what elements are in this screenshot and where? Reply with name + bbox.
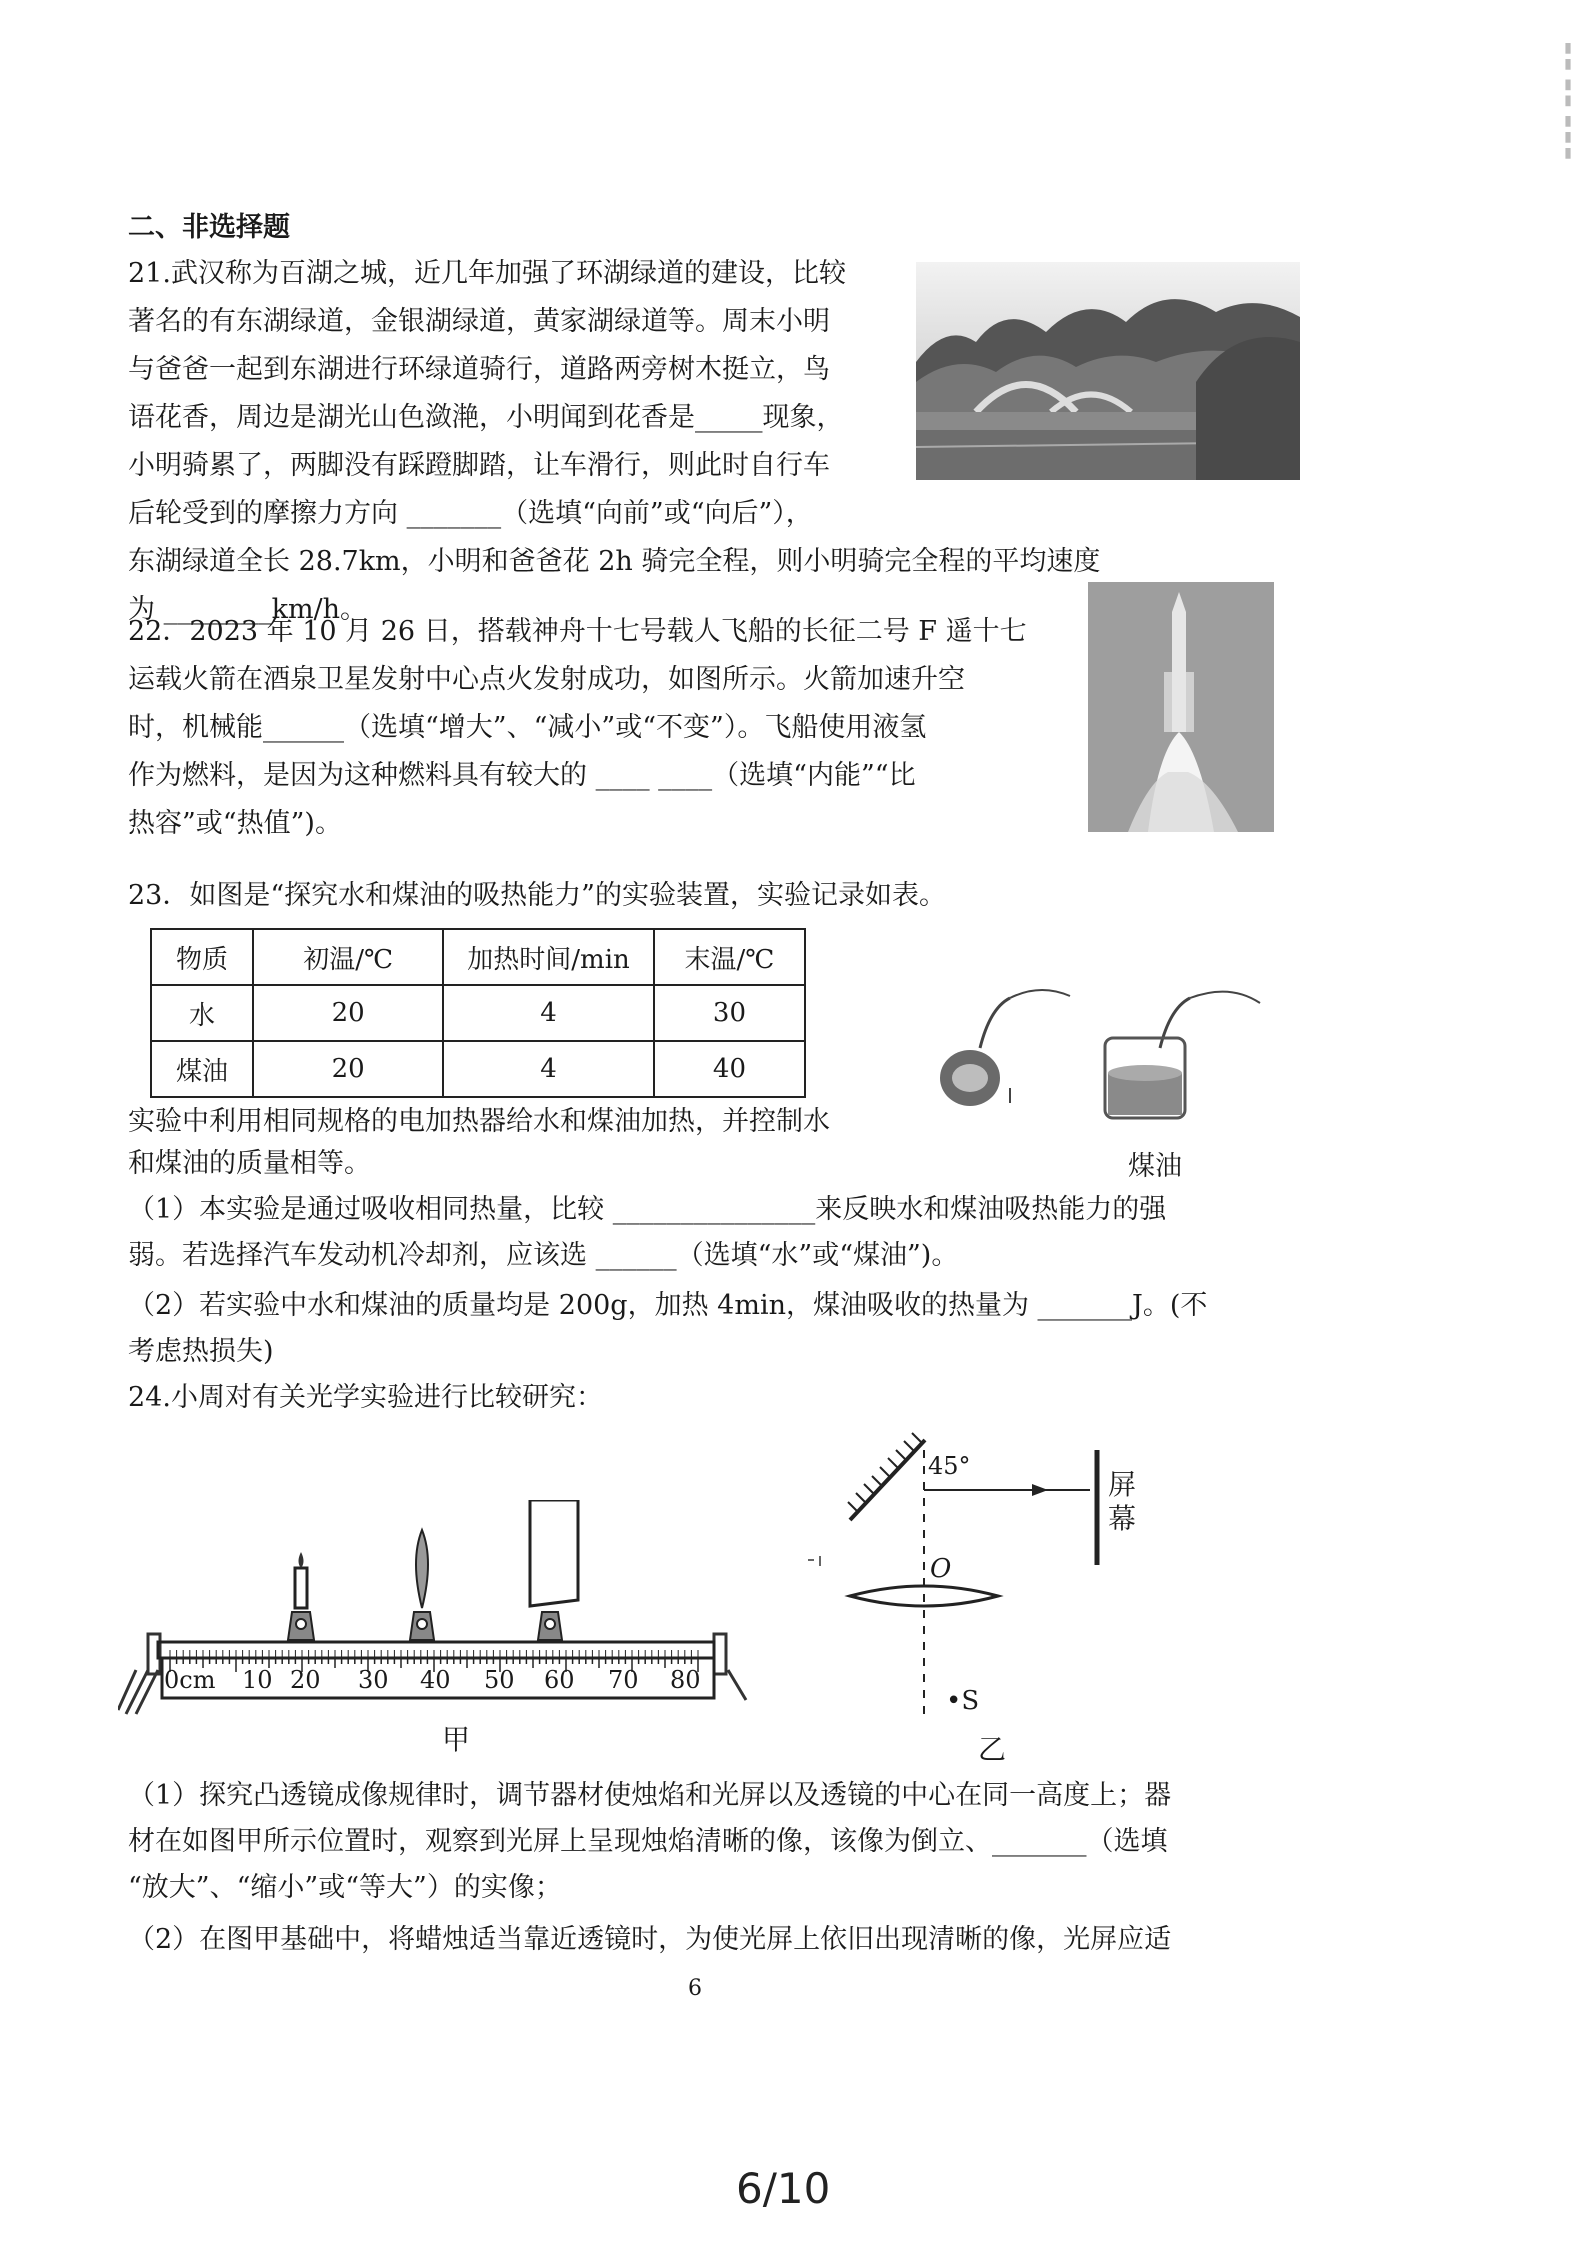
q21-line: 语花香，周边是湖光山色潋滟，小明闻到花香是_____现象， [128,402,844,433]
bench-scale-labels [118,1666,768,1696]
lake-bridge-photo [916,262,1300,480]
q24-intro: 24.小周对有关光学实验进行比较研究： [128,1382,603,1413]
scale-label: 20 [290,1666,321,1694]
table-cell: 40 [654,1041,805,1097]
section-title: 二、非选择题 [128,212,290,243]
q21-line: 东湖绿道全长 28.7km，小明和爸爸花 2h 骑完全程，则小明骑完全程的平均速度 [128,546,1101,577]
table-header-row [151,929,805,985]
q21-line: 著名的有东湖绿道，金银湖绿道，黄家湖绿道等。周末小明 [128,306,830,337]
table-cell: 30 [654,985,805,1041]
kerosene-beaker-label: 煤油 [1128,1151,1182,1182]
table-header-cell: 物质 [151,929,253,985]
scale-label: 60 [544,1666,575,1694]
table-header-cell: 加热时间/min [443,929,654,985]
q23-line: 和煤油的质量相等。 [128,1148,371,1179]
figure-yi-caption: 乙 [978,1733,1007,1766]
scale-label: 10 [242,1666,273,1694]
q23-line: （1）本实验是通过吸收相同热量，比较 _______________来反映水和煤油吸热能力的强 [128,1194,1167,1225]
point-s-label: •S [946,1686,980,1716]
q22-line: 热容”或“热值”)。 [128,808,342,839]
table-cell: 20 [253,985,443,1041]
q23-line: 实验中利用相同规格的电加热器给水和煤油加热，并控制水 [128,1106,830,1137]
q23-intro: 23．如图是“探究水和煤油的吸热能力”的实验装置，实验记录如表。 [128,880,946,911]
table-header-cell: 末温/℃ [654,929,805,985]
optical-bench-figure [118,1500,768,1740]
page-number: 6 [688,1976,702,2001]
scale-label: 30 [358,1666,389,1694]
experiment-table [150,928,806,1098]
q24-line: （2）在图甲基础中，将蜡烛适当靠近透镜时，为使光屏上依旧出现清晰的像，光屏应适 [128,1924,1172,1955]
q21-line: 与爸爸一起到东湖进行环绿道骑行，道路两旁树木挺立，鸟 [128,354,830,385]
table-cell: 4 [443,985,654,1041]
q22-line: 运载火箭在酒泉卫星发射中心点火发射成功，如图所示。火箭加速升空 [128,664,965,695]
q23-line: （2）若实验中水和煤油的质量均是 200g，加热 4min，煤油吸收的热量为 _______J。(不 [128,1290,1208,1321]
q22-line: 时，机械能______（选填“增大”、“减小”或“不变”）。飞船使用液氢 [128,712,927,743]
table-cell: 水 [151,985,253,1041]
rocket-launch-photo [1088,582,1274,832]
scale-label: 40 [420,1666,451,1694]
q24-line: （1）探究凸透镜成像规律时，调节器材使烛焰和光屏以及透镜的中心在同一高度上；器 [128,1780,1172,1811]
edge-scan-mark: ▮▮ ▮▮ ▮▮▮ [1560,40,1576,161]
page-indicator: 6/10 [736,2164,831,2213]
scale-label: 70 [608,1666,639,1694]
scale-label: 0cm [164,1666,216,1694]
mirror-lens-figure [800,1410,1240,1730]
beakers-figure [930,978,1270,1128]
table-header-cell: 初温/℃ [253,929,443,985]
figure-jia-caption: 甲 [442,1723,471,1756]
q21-line: 小明骑累了，两脚没有踩蹬脚踏，让车滑行，则此时自行车 [128,450,830,481]
screen-label: 屏幕 [1108,1468,1137,1535]
q22-line: 22．2023 年 10 月 26 日，搭载神舟十七号载人飞船的长征二号 F 遥十七 [128,616,1027,647]
q24-line: 材在如图甲所示位置时，观察到光屏上呈现烛焰清晰的像，该像为倒立、_______（选填 [128,1826,1168,1857]
q21-line: 为 ________km/h。 [128,594,368,625]
q23-line: 考虑热损失) [128,1336,274,1367]
q22-line: 作为燃料，是因为这种燃料具有较大的 ____ ____（选填“内能”“比 [128,760,916,791]
table-cell: 4 [443,1041,654,1097]
table-cell: 20 [253,1041,443,1097]
table-row [151,1041,805,1097]
scale-label: 50 [484,1666,515,1694]
table-row [151,985,805,1041]
table-cell: 煤油 [151,1041,253,1097]
angle-label: 45° [928,1452,971,1480]
q21-line: 后轮受到的摩擦力方向 _______（选填“向前”或“向后”）， [128,498,813,529]
scale-label: 80 [670,1666,701,1694]
optical-center-label: O [930,1554,952,1584]
q23-line: 弱。若选择汽车发动机冷却剂，应该选 ______（选填“水”或“煤油”)。 [128,1240,959,1271]
q21-line: 21.武汉称为百湖之城，近几年加强了环湖绿道的建设，比较 [128,258,846,289]
q24-line: “放大”、“缩小”或“等大”）的实像； [128,1872,562,1903]
